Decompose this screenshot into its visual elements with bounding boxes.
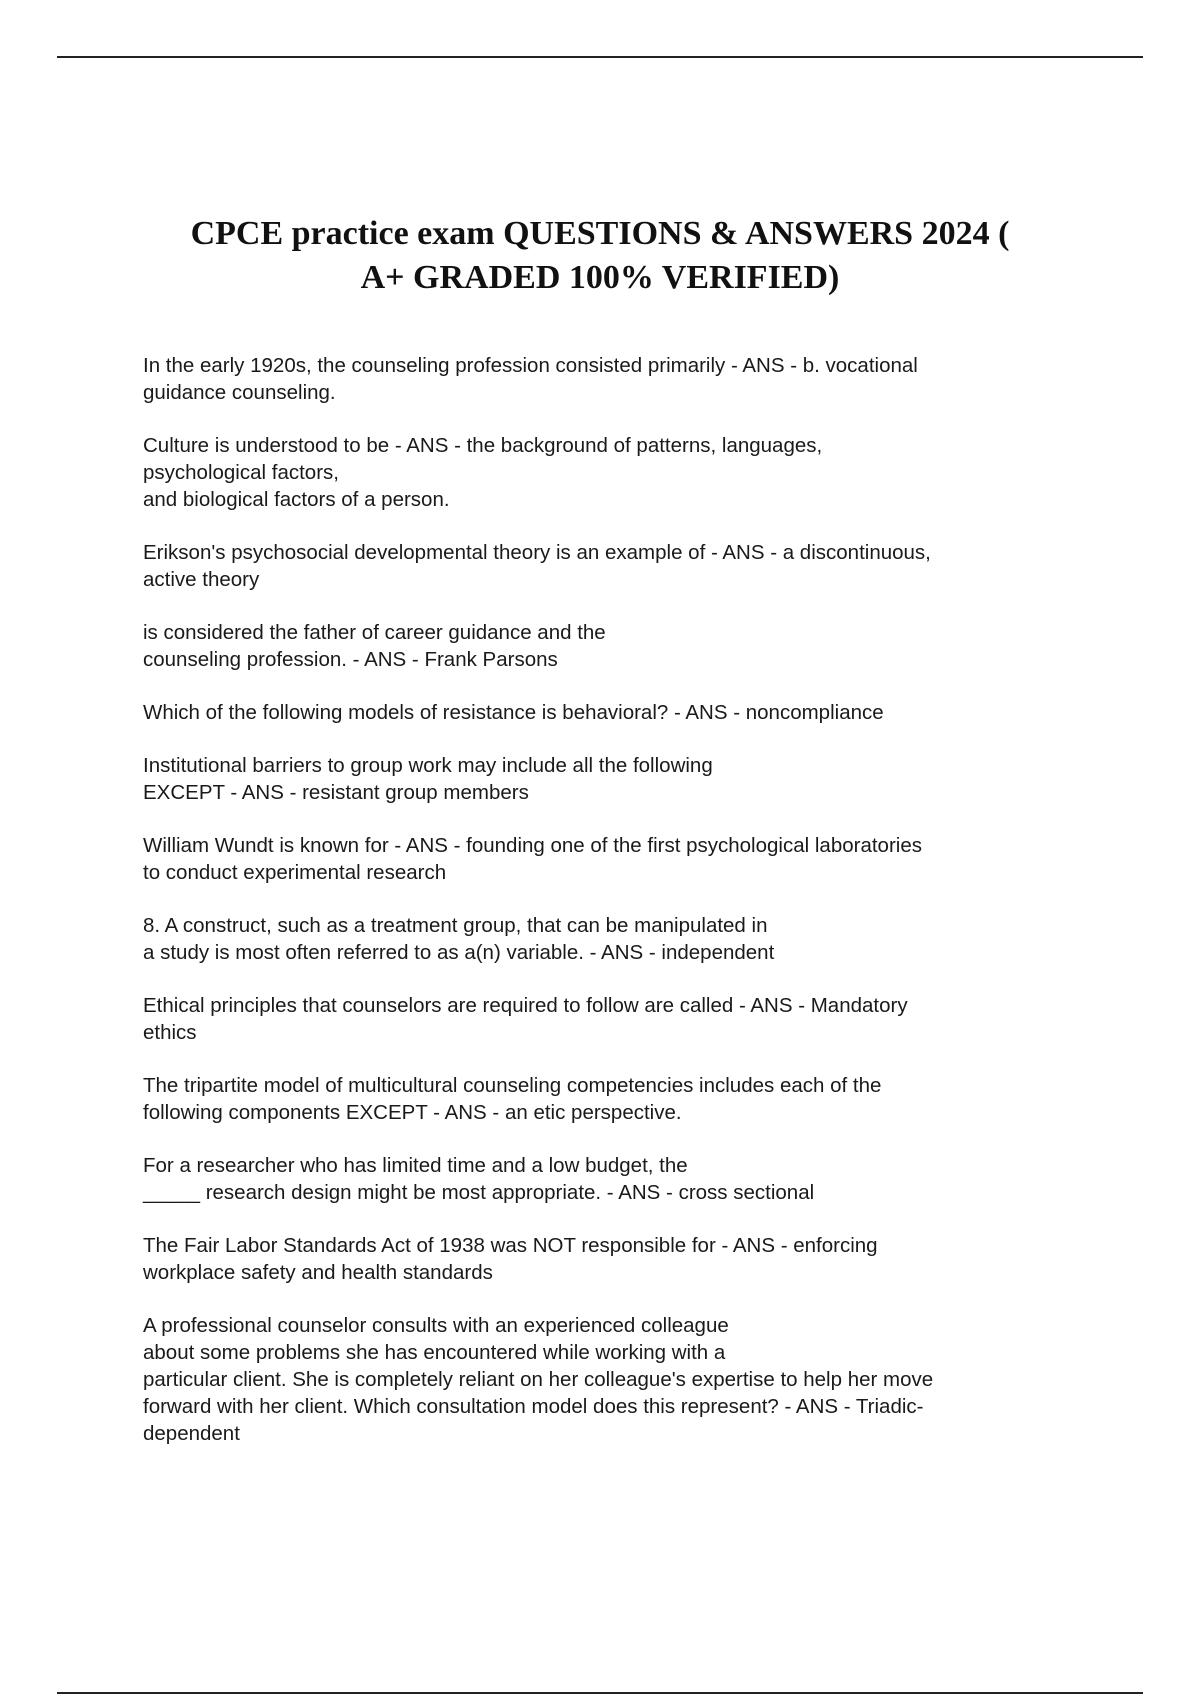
qa-item	[143, 832, 1083, 886]
qa-text-line: ethics	[143, 1021, 197, 1044]
qa-text-line: Erikson's psychosocial developmental theory is an example of - ANS - a discontinuous,	[143, 541, 931, 564]
qa-text-line: _____ research design might be most appropriate. - ANS - cross sectional	[143, 1181, 815, 1204]
qa-item	[143, 992, 1083, 1046]
document-title	[120, 212, 1080, 300]
qa-item	[143, 1312, 1083, 1447]
title-line: CPCE practice exam QUESTIONS & ANSWERS 2024 (	[190, 215, 1010, 252]
qa-text-line: active theory	[143, 568, 260, 591]
qa-text-line: 8. A construct, such as a treatment group, that can be manipulated in	[143, 914, 768, 937]
qa-item	[143, 432, 1083, 513]
qa-text-line: For a researcher who has limited time and a low budget, the	[143, 1154, 688, 1177]
qa-text-line: The Fair Labor Standards Act of 1938 was NOT responsible for - ANS - enforcing	[143, 1234, 878, 1257]
qa-item	[143, 1152, 1083, 1206]
title-line: A+ GRADED 100% VERIFIED)	[360, 259, 840, 296]
qa-text-line: and biological factors of a person.	[143, 488, 450, 511]
qa-text-line: Culture is understood to be - ANS - the background of patterns, languages,	[143, 434, 823, 457]
qa-text-line: following components EXCEPT - ANS - an etic perspective.	[143, 1101, 682, 1124]
qa-item	[143, 752, 1083, 806]
qa-text-line: The tripartite model of multicultural counseling competencies includes each of the	[143, 1074, 882, 1097]
qa-text-line: about some problems she has encountered while working with a	[143, 1341, 726, 1364]
question-answer-list	[143, 352, 1083, 1473]
qa-text-line: EXCEPT - ANS - resistant group members	[143, 781, 529, 804]
qa-text-line: particular client. She is completely reliant on her colleague's expertise to help her move	[143, 1368, 934, 1391]
qa-item	[143, 539, 1083, 593]
bottom-rule	[57, 1692, 1143, 1694]
qa-text-line: psychological factors,	[143, 461, 339, 484]
qa-text-line: Which of the following models of resistance is behavioral? - ANS - noncompliance	[143, 701, 884, 724]
qa-text-line: A professional counselor consults with an experienced colleague	[143, 1314, 729, 1337]
qa-item	[143, 1232, 1083, 1286]
qa-item	[143, 352, 1083, 406]
qa-text-line: Institutional barriers to group work may include all the following	[143, 754, 713, 777]
qa-text-line: workplace safety and health standards	[143, 1261, 493, 1284]
qa-text-line: to conduct experimental research	[143, 861, 447, 884]
qa-text-line: William Wundt is known for - ANS - founding one of the first psychological laboratories	[143, 834, 922, 857]
qa-item	[143, 619, 1083, 673]
qa-text-line: Ethical principles that counselors are required to follow are called - ANS - Mandatory	[143, 994, 908, 1017]
qa-item	[143, 1072, 1083, 1126]
qa-text-line: dependent	[143, 1422, 240, 1445]
qa-text-line: forward with her client. Which consultation model does this represent? - ANS - Triadic-	[143, 1395, 924, 1418]
top-rule	[57, 56, 1143, 58]
qa-text-line: a study is most often referred to as a(n) variable. - ANS - independent	[143, 941, 775, 964]
qa-item	[143, 912, 1083, 966]
qa-text-line: counseling profession. - ANS - Frank Parsons	[143, 648, 558, 671]
qa-item	[143, 699, 1083, 726]
qa-text-line: guidance counseling.	[143, 381, 336, 404]
qa-text-line: In the early 1920s, the counseling profession consisted primarily - ANS - b. vocational	[143, 354, 918, 377]
qa-text-line: is considered the father of career guidance and the	[143, 621, 606, 644]
